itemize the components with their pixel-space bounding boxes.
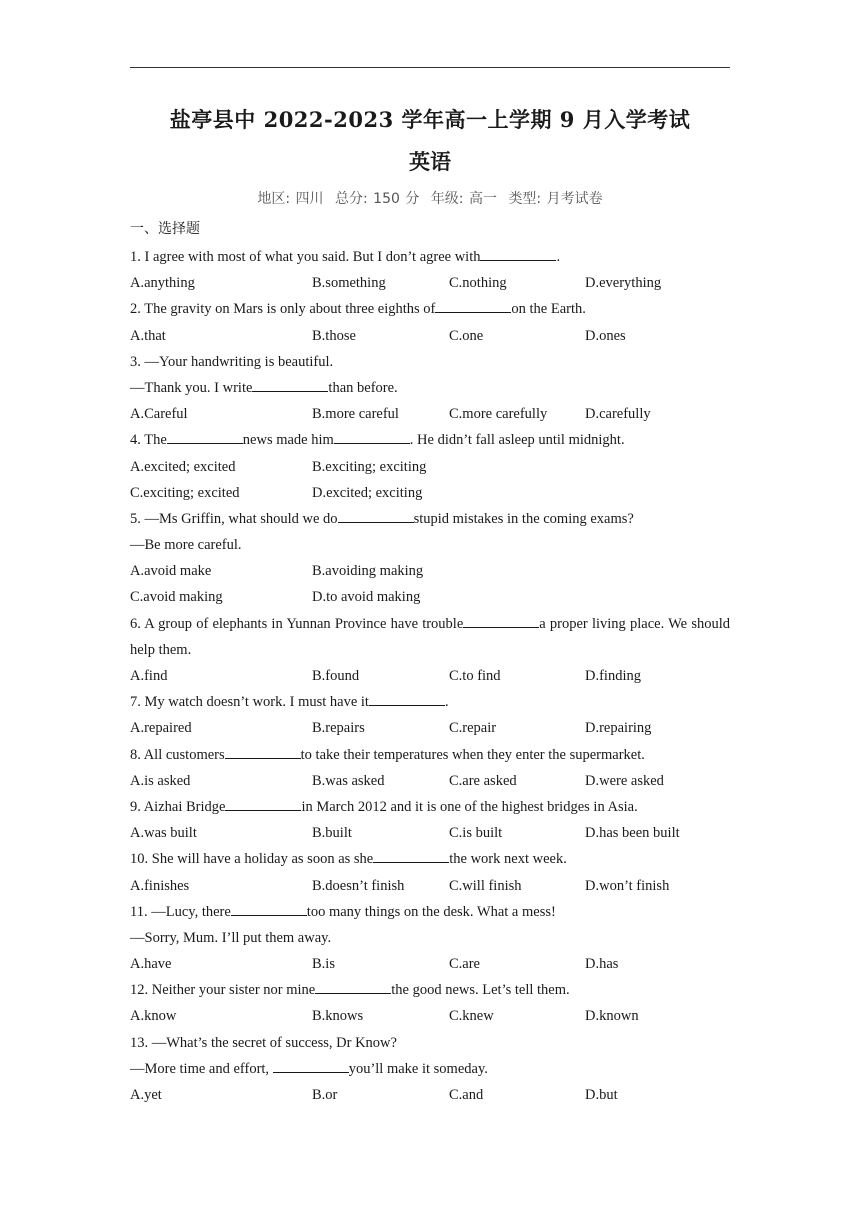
question-3-stem: 3. —Your handwriting is beautiful. bbox=[130, 353, 334, 370]
question-list bbox=[130, 244, 730, 1108]
question-1-options bbox=[130, 270, 730, 296]
option-d: D.excited; exciting bbox=[312, 484, 423, 501]
option-b: B.doesn’t finish bbox=[312, 877, 405, 894]
answer-blank bbox=[435, 298, 511, 313]
option-c: C.are asked bbox=[449, 772, 517, 789]
option-b: B.those bbox=[312, 327, 356, 344]
option-a: A.finishes bbox=[130, 877, 190, 894]
option-c: C.knew bbox=[449, 1008, 494, 1025]
answer-blank bbox=[167, 429, 243, 444]
option-b: B.built bbox=[312, 825, 352, 842]
option-c: C.more carefully bbox=[449, 406, 548, 423]
option-a: A.yet bbox=[130, 1087, 162, 1104]
question-13-reply: —More time and effort, you’ll make it someday. bbox=[130, 1056, 730, 1082]
question-4-options-row1 bbox=[130, 454, 730, 480]
question-5-stem: 5. —Ms Griffin, what should we do stupid mistakes in the coming exams? bbox=[130, 506, 730, 532]
answer-blank bbox=[373, 848, 449, 863]
option-d: D.has bbox=[585, 956, 619, 973]
answer-blank bbox=[252, 377, 328, 392]
answer-blank bbox=[225, 744, 301, 759]
question-5-options-row2 bbox=[130, 584, 730, 610]
answer-blank bbox=[338, 508, 414, 523]
option-c: C.are bbox=[449, 956, 480, 973]
answer-blank bbox=[273, 1058, 349, 1073]
question-10-options bbox=[130, 873, 730, 899]
option-a: A.Careful bbox=[130, 406, 188, 423]
option-d: D.carefully bbox=[585, 406, 651, 423]
option-a: A.have bbox=[130, 956, 172, 973]
question-5-reply: —Be more careful. bbox=[130, 537, 242, 554]
option-c: C.one bbox=[449, 327, 484, 344]
option-d: D.ones bbox=[585, 327, 626, 344]
question-2-options bbox=[130, 323, 730, 349]
option-b: B.repairs bbox=[312, 720, 365, 737]
meta-region: 地区: 四川 bbox=[257, 191, 324, 207]
option-a: A.excited; excited bbox=[130, 458, 236, 475]
option-c: C.nothing bbox=[449, 275, 507, 292]
question-11-stem: 11. —Lucy, there too many things on the desk. What a mess! bbox=[130, 899, 730, 925]
option-a: A.repaired bbox=[130, 720, 192, 737]
question-11-reply: —Sorry, Mum. I’ll put them away. bbox=[130, 929, 332, 946]
section-title: 一、选择题 bbox=[130, 221, 200, 237]
answer-blank bbox=[480, 246, 556, 261]
answer-blank bbox=[225, 796, 301, 811]
question-6-stem: 6. A group of elephants in Yunnan Province have trouble a proper living place. We should help them. bbox=[130, 611, 730, 663]
option-b: B.was asked bbox=[312, 772, 385, 789]
option-b: B.is bbox=[312, 956, 335, 973]
exam-title: 盐亭县中 2022-2023 学年高一上学期 9 月入学考试 bbox=[169, 107, 691, 132]
option-a: A.know bbox=[130, 1008, 177, 1025]
meta-grade: 年级: 高一 bbox=[430, 191, 497, 207]
header-rule bbox=[130, 67, 730, 68]
option-b: B.more careful bbox=[312, 406, 399, 423]
option-b: B.exciting; exciting bbox=[312, 458, 427, 475]
question-3-options bbox=[130, 401, 730, 427]
option-d: D.finding bbox=[585, 668, 641, 685]
question-6-options bbox=[130, 663, 730, 689]
question-5-options-row1 bbox=[130, 558, 730, 584]
option-d: D.but bbox=[585, 1087, 618, 1104]
meta-score: 总分: 150 分 bbox=[335, 191, 420, 207]
option-d: D.repairing bbox=[585, 720, 652, 737]
option-a: A.avoid make bbox=[130, 563, 212, 580]
question-13-options bbox=[130, 1082, 730, 1108]
option-d: D.to avoid making bbox=[312, 589, 421, 606]
meta-type: 类型: 月考试卷 bbox=[508, 191, 603, 207]
option-d: D.has been built bbox=[585, 825, 680, 842]
option-c: C.and bbox=[449, 1087, 484, 1104]
option-c: C.will finish bbox=[449, 877, 522, 894]
question-8-options bbox=[130, 768, 730, 794]
question-9-options bbox=[130, 820, 730, 846]
answer-blank bbox=[463, 613, 539, 628]
option-a: A.find bbox=[130, 668, 168, 685]
option-b: B.found bbox=[312, 668, 360, 685]
question-9-stem: 9. Aizhai Bridge in March 2012 and it is one of the highest bridges in Asia. bbox=[130, 794, 730, 820]
exam-subject: 英语 bbox=[409, 149, 451, 174]
option-d: D.won’t finish bbox=[585, 877, 670, 894]
option-d: D.everything bbox=[585, 275, 662, 292]
question-8-stem: 8. All customers to take their temperatures when they enter the supermarket. bbox=[130, 742, 730, 768]
answer-blank bbox=[315, 979, 391, 994]
question-2-stem: 2. The gravity on Mars is only about three eighths of on the Earth. bbox=[130, 296, 730, 322]
exam-meta bbox=[0, 188, 860, 208]
question-12-options bbox=[130, 1003, 730, 1029]
question-4-stem: 4. The news made him . He didn’t fall asleep until midnight. bbox=[130, 427, 730, 453]
question-7-stem: 7. My watch doesn’t work. I must have it . bbox=[130, 689, 730, 715]
answer-blank bbox=[334, 429, 410, 444]
option-b: B.avoiding making bbox=[312, 563, 424, 580]
question-12-stem: 12. Neither your sister nor mine the good news. Let’s tell them. bbox=[130, 977, 730, 1003]
option-a: A.anything bbox=[130, 275, 195, 292]
option-c: C.to find bbox=[449, 668, 501, 685]
option-a: A.is asked bbox=[130, 772, 191, 789]
option-c: C.repair bbox=[449, 720, 497, 737]
answer-blank bbox=[369, 691, 445, 706]
option-a: A.that bbox=[130, 327, 166, 344]
question-10-stem: 10. She will have a holiday as soon as she the work next week. bbox=[130, 846, 730, 872]
option-c: C.exciting; excited bbox=[130, 484, 240, 501]
question-1-stem: 1. I agree with most of what you said. But I don’t agree with . bbox=[130, 244, 730, 270]
option-c: C.avoid making bbox=[130, 589, 223, 606]
option-d: D.were asked bbox=[585, 772, 664, 789]
answer-blank bbox=[231, 901, 307, 916]
option-a: A.was built bbox=[130, 825, 197, 842]
question-7-options bbox=[130, 715, 730, 741]
option-b: B.knows bbox=[312, 1008, 364, 1025]
option-b: B.or bbox=[312, 1087, 338, 1104]
question-11-options bbox=[130, 951, 730, 977]
question-13-stem: 13. —What’s the secret of success, Dr Know? bbox=[130, 1034, 397, 1051]
question-3-reply: —Thank you. I write than before. bbox=[130, 375, 730, 401]
question-4-options-row2 bbox=[130, 480, 730, 506]
option-d: D.known bbox=[585, 1008, 639, 1025]
option-b: B.something bbox=[312, 275, 386, 292]
option-c: C.is built bbox=[449, 825, 503, 842]
